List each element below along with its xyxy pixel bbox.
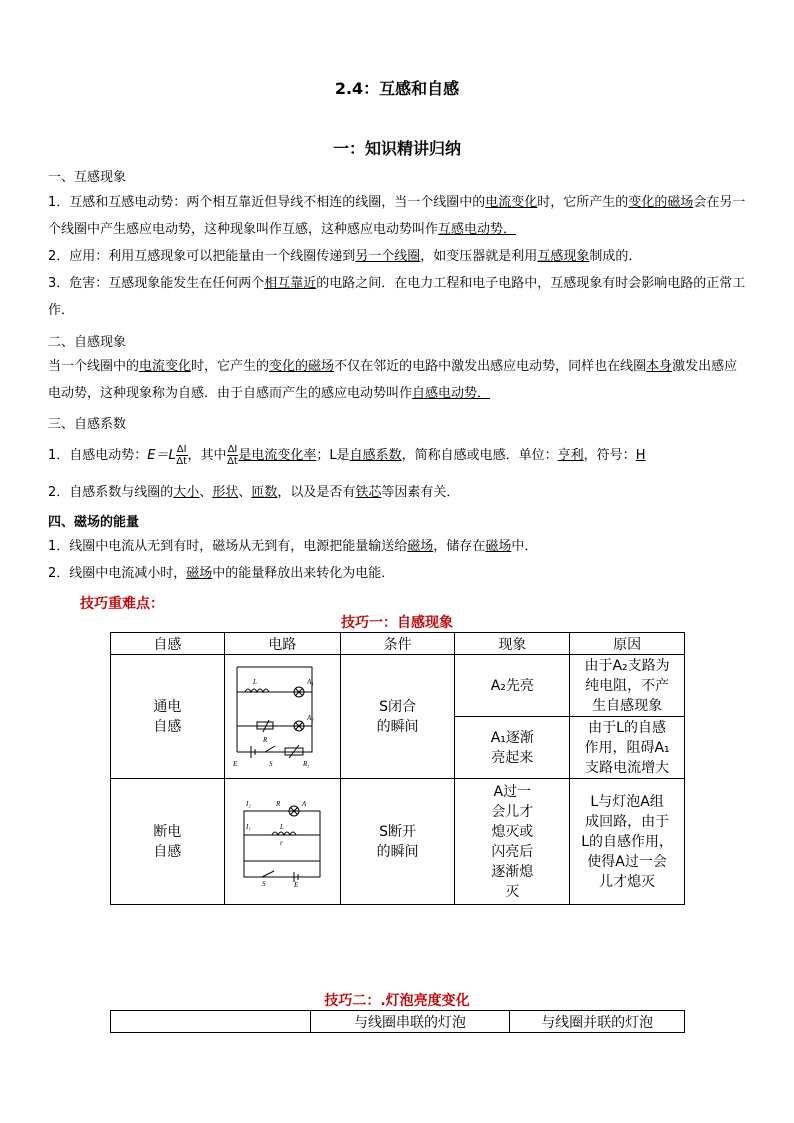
cell-reason-a1: [570, 717, 685, 779]
label-A2: A₂: [307, 713, 314, 722]
label-R: R: [276, 799, 281, 808]
text: 时，它产生的: [191, 359, 270, 374]
cell-text: 由于A₂支路为 纯电阻，不产 生自感现象: [584, 657, 670, 714]
table-header: [111, 1011, 311, 1033]
circuit-diagram-power-on: [227, 662, 337, 772]
underline-text: 自感电动势．: [412, 386, 491, 401]
underline-text: 磁场: [485, 539, 512, 554]
underline-text: 自感系数: [349, 448, 402, 463]
cell-text: S闭合 的瞬间: [376, 698, 419, 735]
underline-text: 匝数: [251, 485, 278, 500]
table-self-induction: [110, 632, 685, 905]
table-header: 与线圈串联的灯泡: [310, 1011, 510, 1033]
text: 2．应用：利用互感现象可以把能量由一个线圈传递到: [48, 249, 356, 264]
cell-text: 由于L的自感 作用，阻碍A₁ 支路电流增大: [584, 719, 670, 776]
underline-text: 大小: [173, 485, 200, 500]
underline-text: 互感电动势．: [438, 222, 517, 237]
label-E: E: [233, 759, 238, 768]
label-I1: I₁: [246, 822, 251, 831]
s3-paragraph-2: [48, 479, 748, 506]
table-header: 电路: [224, 633, 340, 655]
text: 1．互感和互感电动势：两个相互靠近但导线不相连的线圈，当一个线圈中的: [48, 195, 486, 210]
text: 、: [238, 485, 252, 500]
label-A: A: [302, 799, 307, 808]
s1-paragraph-1: [48, 189, 748, 243]
cell-condition-open: [340, 779, 455, 905]
text: ，简称自感或电感．单位：: [401, 448, 558, 463]
heading-inductance: 三、自感系数: [48, 417, 127, 432]
text: 2．线圈中电流减小时，: [48, 566, 187, 581]
text: 制成的．: [589, 249, 642, 264]
text: ，如变压器就是利用: [420, 249, 538, 264]
cell-circuit-2: [224, 779, 340, 905]
switch-icon: [265, 746, 275, 752]
text: 激发出感应电动势，这种现象称为自感．由于自感而产生的感应电动势叫作: [48, 359, 738, 401]
fraction-denominator: Δt: [176, 456, 188, 467]
underline-text: 变化的磁场: [269, 359, 335, 374]
label-R: R: [263, 735, 268, 744]
section-subtitle: 一：知识精讲归纳: [332, 139, 461, 158]
cell-text: A过一 会儿才 熄灭或 闪亮后 逐渐熄 灭: [491, 783, 534, 900]
table-header: 与线圈并联的灯泡: [510, 1011, 685, 1033]
cell-condition-close: [340, 655, 455, 779]
text: 的电路之间．在电力工程和电子电路中，互感现象有时会影响电路的正常工作．: [48, 276, 746, 318]
label-I2: I₂: [246, 799, 251, 808]
fraction-denominator: Δt: [227, 456, 238, 467]
underline-text: 相互靠近: [264, 276, 317, 291]
underline-text: 电流变化: [139, 359, 192, 374]
label-A1: A₁: [307, 677, 314, 686]
text: ，符号：: [583, 448, 636, 463]
s3-paragraph-1: [48, 442, 748, 470]
cell-type-power-off: [111, 779, 225, 905]
text: 中．: [511, 539, 538, 554]
cell-text: A₁逐渐 亮起来: [490, 729, 534, 766]
table2-caption: 技巧二：.灯泡亮度变化: [324, 993, 470, 1009]
heading-mutual-induction: 一、互感现象: [48, 170, 127, 185]
text: 3．危害：互感现象能发生在任何两个: [48, 276, 265, 291]
s1-paragraph-3: [48, 270, 748, 324]
text: 等因素有关．: [381, 485, 460, 500]
cell-text: L与灯泡A组 成回路，由于 L的自感作用， 使得A过一会 儿才熄灭: [581, 793, 673, 890]
cell-text: A₂先亮: [490, 677, 534, 694]
text: 中的能量释放出来转化为电能．: [212, 566, 395, 581]
text: 、: [199, 485, 213, 500]
label-E: E: [294, 880, 299, 887]
cell-phenomenon-a2: [455, 655, 570, 717]
text: 会在另一个线圈中产生感应电动势，这种现象叫作互感，这种感应电动势叫作: [48, 195, 746, 237]
switch-icon: [262, 871, 274, 877]
underline-text: 形状: [212, 485, 239, 500]
text: ，以及是否有: [277, 485, 356, 500]
cell-reason-a: [570, 779, 685, 905]
cell-reason-a2: [570, 655, 685, 717]
cell-type-power-on: [111, 655, 225, 779]
underline-text: 磁场: [407, 539, 434, 554]
underline-text: 变化的磁场: [628, 195, 694, 210]
heading-self-induction: 二、自感现象: [48, 335, 127, 350]
fraction-numerator: ΔI: [176, 444, 187, 455]
table-header: 条件: [340, 633, 455, 655]
text: ；L是: [316, 448, 350, 463]
label-L: L: [280, 822, 285, 831]
underline-text: 电流变化: [485, 195, 538, 210]
cell-text: S断开 的瞬间: [376, 823, 419, 860]
circuit-diagram-power-off: [232, 797, 332, 887]
text: ，其中: [187, 448, 227, 463]
underline-text: 另一个线圈: [355, 249, 421, 264]
label-S: S: [269, 759, 273, 768]
label-R1: R₁: [303, 759, 310, 768]
cell-phenomenon-a: [455, 779, 570, 905]
heading-magnetic-energy: 四、磁场的能量: [48, 515, 140, 530]
cell-text: 通电 自感: [153, 698, 182, 735]
s4-paragraph-2: [48, 560, 748, 587]
cell-text: 断电 自感: [153, 823, 182, 860]
fraction: [176, 444, 188, 467]
tips-heading: 技巧重难点：: [80, 596, 164, 612]
table-header: 自感: [111, 633, 225, 655]
cell-phenomenon-a1: [455, 717, 570, 779]
underline-text: 是电流变化率: [238, 448, 317, 463]
text: 1．自感电动势：: [48, 448, 148, 463]
formula-text: E＝L: [147, 448, 176, 463]
label-S: S: [262, 879, 266, 887]
table1-caption: 技巧一：自感现象: [341, 615, 453, 631]
fraction-numerator: ΔI: [227, 444, 238, 455]
underline-text: 铁芯: [355, 485, 382, 500]
table-header: 原因: [570, 633, 685, 655]
underline-text: 本身: [646, 359, 673, 374]
underline-text: 互感现象: [537, 249, 590, 264]
label-L: L: [253, 677, 258, 686]
text: 2．自感系数与线圈的: [48, 485, 174, 500]
text: 当一个线圈中的: [48, 359, 140, 374]
s2-paragraph: [48, 353, 748, 407]
table-header: 现象: [455, 633, 570, 655]
underline-text: 磁场: [186, 566, 213, 581]
underline-text: H: [635, 448, 646, 463]
fraction: [227, 444, 239, 467]
s1-paragraph-2: [48, 243, 748, 270]
text: 1．线圈中电流从无到有时，磁场从无到有，电源把能量输送给: [48, 539, 408, 554]
page-title: 2.4：互感和自感: [334, 79, 460, 98]
table-lamp-brightness: [110, 1010, 685, 1033]
s4-paragraph-1: [48, 533, 748, 560]
text: 时，它所产生的: [537, 195, 629, 210]
cell-circuit-1: [224, 655, 340, 779]
label-r: r: [280, 838, 283, 847]
underline-text: 亨利: [557, 448, 584, 463]
text: ，储存在: [433, 539, 486, 554]
text: 不仅在邻近的电路中激发出感应电动势，同样也在线圈: [334, 359, 647, 374]
